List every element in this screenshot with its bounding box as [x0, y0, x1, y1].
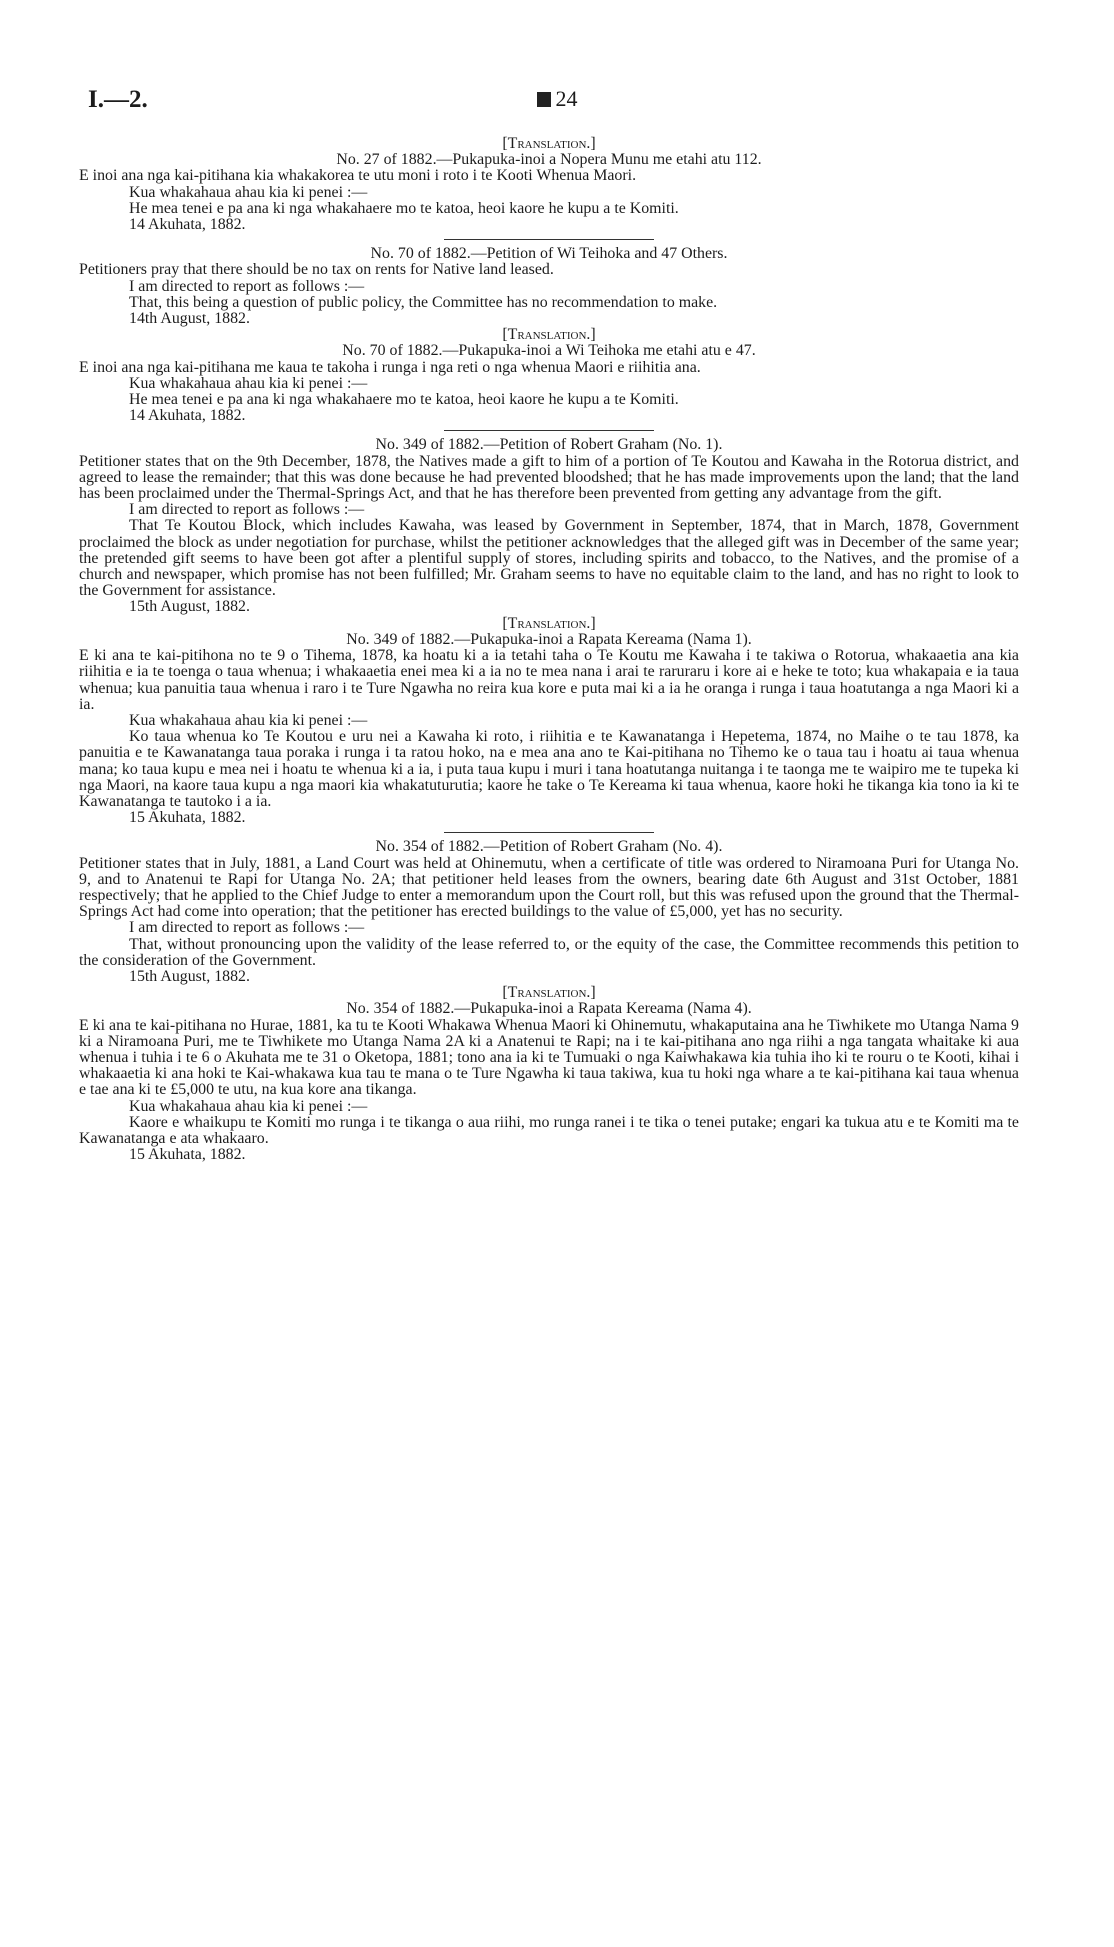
translation-label: [Translation.] — [502, 614, 596, 632]
section-divider — [444, 832, 654, 833]
petition-text: E inoi ana nga kai-pitihana kia whakakorea te utu moni i roto i te Kooti Whenua Maori. — [79, 167, 637, 185]
section-title: No. 70 of 1882.—Petition of Wi Teihoka and 47 Others. — [370, 245, 728, 263]
petition-text: E inoi ana nga kai-pitihana me kaua te takoha i runga i nga reti o nga whenua Maori e riihitia ana. — [79, 358, 701, 376]
report-intro: Kua whakahaua ahau kia ki penei :— — [129, 374, 368, 392]
report-text: That Te Koutou Block, which includes Kawaha, was leased by Government in September, 1874, that in March, 1878, Government proclaimed the block as under negotiation for purchase, whilst the petitioner acknowledges that the alleged gift was in December of the same year; the pretended gift seems to have been got after a plentiful supply of stores, including spirits and tobacco, to the Natives, and the promise of a church and newspaper, which promise has not been fulfilled; Mr. Graham seems to have no equitable claim to the land, and has no right to look to the Government for assistance. — [79, 517, 1019, 600]
translation-label: [Translation.] — [502, 135, 596, 152]
page-number-wrap — [80, 86, 1034, 112]
report-date: 15th August, 1882. — [129, 598, 250, 616]
report-date: 14th August, 1882. — [129, 310, 250, 328]
report-text: Kaore e whaikupu te Komiti mo runga i te tikanga o aua riihi, mo runga ranei i te tika o tenei putake; engari ka tukua atu e te Komiti ma te Kawanatanga e ata whakaaro. — [79, 1113, 1019, 1147]
report-date: 14 Akuhata, 1882. — [129, 407, 246, 425]
report-intro: I am directed to report as follows :— — [129, 277, 365, 295]
report-date: 14 Akuhata, 1882. — [129, 216, 246, 234]
page-number: 24 — [555, 86, 578, 111]
petition-text: Petitioner states that in July, 1881, a Land Court was held at Ohinemutu, when a certificate of title was ordered to Niramoana Puri for Utanga No. 9, and to Anatenui te Rapi for Utanga No. 2A; that petitioner held leases from the owners, bearing date 6th August and 31st October, 1881 respectively; that he applied to the Chief Judge to enter a memorandum upon the Court roll, but this was refused upon the ground that the Thermal-Springs Act had come into operation; that the petitioner has erected buildings to the value of £5,000, yet has no security. — [79, 854, 1019, 921]
report-date: 15th August, 1882. — [129, 967, 250, 985]
petition-text: Petitioners pray that there should be no tax on rents for Native land leased. — [79, 261, 554, 279]
document-body — [79, 136, 1019, 1163]
printer-seal-icon — [537, 92, 551, 107]
report-text: He mea tenei e pa ana ki nga whakahaere mo te katoa, heoi kaore he kupu a te Komiti. — [129, 199, 679, 217]
report-date: 15 Akuhata, 1882. — [129, 809, 246, 827]
report-date: 15 Akuhata, 1882. — [129, 1146, 246, 1164]
petition-text: E ki ana te kai-pitihana no Hurae, 1881, ka tu te Kooti Whakawa Whenua Maori ki Ohinemutu, whakaputaina ana he Tiwhikete mo Utanga Nama 9 ki a Niramoana Puri, me te Tiwhikete mo Utanga Nama 2A ki a Anatenui te Rapi; na i te kai-pitihana ano nga riihi a nga tangata whaitake ki aua whenua i tuhia i te 6 o Akuhata me te 31 o Oketopa, 1881; tono ana ia ki te Tumuaki o nga Kaiwhakawa kia tuhia iho ki te rouru o te Kooti, kihai i whakaaetia ki ana hoki te Kai-whakawa kua tau te mana o te Ture Ngawha ki taua takiwa, kua tu hoki nga whare a te kai-pitihana kai taua whenua e tae ana ki te £5,000 te utu, na kua kore ana tikanga. — [79, 1016, 1019, 1099]
report-intro: Kua whakahaua ahau kia ki penei :— — [129, 711, 368, 729]
report-intro: Kua whakahaua ahau kia ki penei :— — [129, 183, 368, 201]
report-text: That, without pronouncing upon the validity of the lease referred to, or the equity of the case, the Committee recommends this petition to the consideration of the Government. — [79, 935, 1019, 969]
section-title: No. 354 of 1882.—Pukapuka-inoi a Rapata Kereama (Nama 4). — [346, 1000, 752, 1018]
section-divider — [444, 430, 654, 431]
section-divider — [444, 239, 654, 240]
translation-label: [Translation.] — [502, 326, 596, 344]
report-intro: I am directed to report as follows :— — [129, 919, 365, 937]
report-intro: I am directed to report as follows :— — [129, 501, 365, 519]
translation-label: [Translation.] — [502, 984, 596, 1002]
report-text: Ko taua whenua ko Te Koutou e uru nei a Kawaha ki roto, i riihitia e te Kawanatanga i Hepetema, 1874, no Maihe o te tau 1878, ka panuitia e te Kawanatanga taua poraka i runga i ta ratou hoko, na e mea ana ano te Kai-pitihana no Tihemo ke o taua tau i hoatu ai taua whenua mana; ko taua kupu e mea nei i hoatu te whenua ki a ia, i puta taua kupu i muri i tana hoatutanga nuitanga i te taonga me te waipiro me te tupeka ki nga Maori, na kaore taua kupu a nga maori kia whakatuturutia; kaore he take o Te Kereama ki taua whenua, kaore hoki he tikanga kia tono ia ki te Kawanatanga te tautoko i a ia. — [79, 728, 1019, 810]
petition-text: Petitioner states that on the 9th December, 1878, the Natives made a gift to him of a portion of Te Koutou and Kawaha in the Rotorua district, and agreed to lease the remainder; that this was done because he had prevented bloodshed; that he has made improvements upon the land; that the land has been proclaimed under the Thermal-Springs Act, and that he has therefore been prevented from getting any advantage from the gift. — [79, 452, 1019, 503]
page-header — [80, 86, 1034, 116]
report-intro: Kua whakahaua ahau kia ki penei :— — [129, 1097, 368, 1115]
page-id: I.—2. — [88, 86, 148, 113]
report-text: That, this being a question of public policy, the Committee has no recommendation to make. — [129, 293, 718, 311]
petition-text: E ki ana te kai-pitihona no te 9 o Tihema, 1878, ka hoatu ki a ia tetahi taha o Te Koutu me Kawaha i te takiwa o Rotorua, whakaaetia ana kia riihitia e ia te toenga o taua whenua; i whakaaetia enei mea ki a ia no te mea nana i arai te raruraru i kore ai e heke te toto; kua whakapaia e ia taua whenua; kua panuitia taua whenua i raro i te Ture Ngawha no reira kua kore e puta mai ki a ia he oranga i runga i taua hoatutanga a nga Maori ki a ia. — [79, 647, 1019, 713]
section-title: No. 27 of 1882.—Pukapuka-inoi a Nopera Munu me etahi atu 112. — [336, 151, 762, 169]
section-title: No. 349 of 1882.—Pukapuka-inoi a Rapata Kereama (Nama 1). — [346, 630, 752, 648]
section-title: No. 349 of 1882.—Petition of Robert Graham (No. 1). — [375, 436, 723, 454]
report-text: He mea tenei e pa ana ki nga whakahaere mo te katoa, heoi kaore he kupu a te Komiti. — [129, 391, 679, 409]
section-title: No. 70 of 1882.—Pukapuka-inoi a Wi Teihoka me etahi atu e 47. — [342, 342, 756, 360]
section-title: No. 354 of 1882.—Petition of Robert Graham (No. 4). — [375, 838, 723, 856]
